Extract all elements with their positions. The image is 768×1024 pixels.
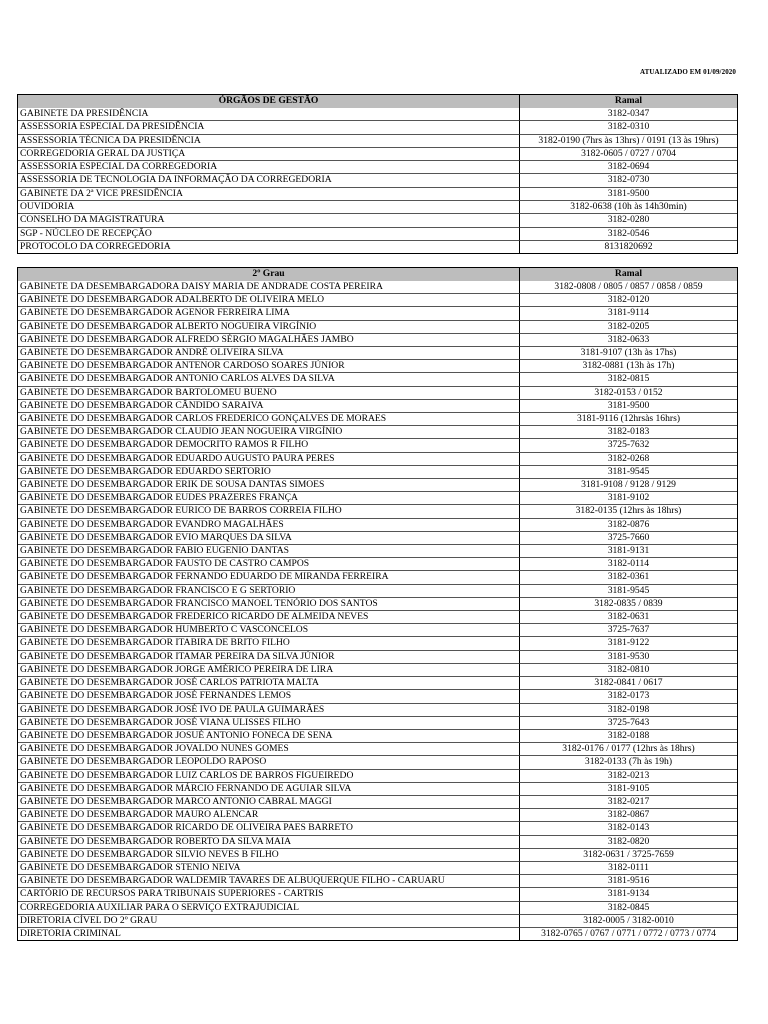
table-row <box>18 135 737 148</box>
office-name-cell: GABINETE DO DESEMBARGADOR JOVALDO NUNES GOMES <box>18 743 520 756</box>
extension-cell: 3182-0173 <box>520 690 737 703</box>
office-name-cell: DIRETORIA CRIMINAL <box>18 928 520 940</box>
table-row <box>18 664 737 677</box>
office-name-cell: GABINETE DO DESEMBARGADOR EDUARDO AUGUSTO PAURA PERES <box>18 453 520 466</box>
column-header-name: ÓRGÃOS DE GESTÃO <box>18 95 520 108</box>
extension-cell: 3182-0808 / 0805 / 0857 / 0858 / 0859 <box>520 281 737 294</box>
extension-cell: 3182-0605 / 0727 / 0704 <box>520 148 737 161</box>
second-degree-rows <box>18 281 737 940</box>
extension-cell: 3182-0188 <box>520 730 737 743</box>
office-name-cell: GABINETE DO DESEMBARGADOR FABIO EUGENIO DANTAS <box>18 545 520 558</box>
extension-cell: 3182-0280 <box>520 214 737 227</box>
updated-date-label: ATUALIZADO EM 01/09/2020 <box>640 68 736 76</box>
table-row <box>18 783 737 796</box>
office-name-cell: GABINETE DO DESEMBARGADOR JOSÉ FERNANDES LEMOS <box>18 690 520 703</box>
table-header-row <box>18 95 737 108</box>
office-name-cell: GABINETE DA DESEMBARGADORA DAISY MARIA DE ANDRADE COSTA PEREIRA <box>18 281 520 294</box>
extension-cell: 3182-0694 <box>520 161 737 174</box>
table-row <box>18 360 737 373</box>
table-row <box>18 453 737 466</box>
table-row <box>18 558 737 571</box>
column-header-extension: Ramal <box>520 268 737 281</box>
extension-cell: 3182-0268 <box>520 453 737 466</box>
extension-cell: 3182-0176 / 0177 (12hrs às 18hrs) <box>520 743 737 756</box>
table-row <box>18 585 737 598</box>
office-name-cell: DIRETORIA CÍVEL DO 2º GRAU <box>18 915 520 928</box>
table-row <box>18 888 737 901</box>
extension-cell: 3182-0213 <box>520 770 737 783</box>
table-row <box>18 228 737 241</box>
extension-cell: 3181-9131 <box>520 545 737 558</box>
table-row <box>18 571 737 584</box>
table-row <box>18 281 737 294</box>
office-name-cell: GABINETE DO DESEMBARGADOR MAURO ALENCAR <box>18 809 520 822</box>
column-header-extension: Ramal <box>520 95 737 108</box>
table-row <box>18 915 737 928</box>
office-name-cell: GABINETE DO DESEMBARGADOR SILVIO NEVES B FILHO <box>18 849 520 862</box>
table-row <box>18 121 737 134</box>
extension-cell: 3181-9500 <box>520 188 737 201</box>
extension-cell: 3182-0205 <box>520 321 737 334</box>
extension-cell: 8131820692 <box>604 240 653 252</box>
table-row <box>18 307 737 320</box>
table-row <box>18 161 737 174</box>
table-row <box>18 201 737 214</box>
extension-cell: 3725-7632 <box>520 439 737 452</box>
extension-cell: 3182-0133 (7h às 19h) <box>520 756 737 769</box>
extension-cell: 3182-0638 (10h às 14h30min) <box>520 201 737 214</box>
second-degree-table <box>17 267 738 941</box>
table-row <box>18 770 737 783</box>
office-name-cell: ASSESSORIA ESPECIAL DA PRESIDÊNCIA <box>18 121 520 134</box>
office-name-cell: GABINETE DO DESEMBARGADOR ITABIRA DE BRITO FILHO <box>18 637 520 650</box>
office-name-cell: GABINETE DO DESEMBARGADOR ANDRÉ OLIVEIRA SILVA <box>18 347 520 360</box>
extension-cell: 3181-9500 <box>520 400 737 413</box>
table-row <box>18 545 737 558</box>
office-name-cell: GABINETE DO DESEMBARGADOR RICARDO DE OLIVEIRA PAES BARRETO <box>18 822 520 835</box>
office-name-cell: GABINETE DO DESEMBARGADOR WALDEMIR TAVARES DE ALBUQUERQUE FILHO - CARUARU <box>18 875 520 888</box>
table-row <box>18 148 737 161</box>
extension-cell: 3181-9102 <box>520 492 737 505</box>
office-name-cell: GABINETE DO DESEMBARGADOR AGENOR FERREIRA LIMA <box>18 307 520 320</box>
table-row <box>18 836 737 849</box>
office-name-cell: GABINETE DO DESEMBARGADOR CARLOS FREDERICO GONÇALVES DE MORAES <box>18 413 520 426</box>
office-name-cell: GABINETE DO DESEMBARGADOR ITAMAR PEREIRA DA SILVA JÚNIOR <box>18 651 520 664</box>
extension-cell: 3181-9134 <box>520 888 737 901</box>
extension-cell: 3725-7637 <box>520 624 737 637</box>
table-row <box>18 637 737 650</box>
extension-cell: 3182-0633 <box>520 334 737 347</box>
extension-cell: 3182-0114 <box>520 558 737 571</box>
office-name-cell: GABINETE DA 2ª VICE PRESIDÊNCIA <box>18 188 520 201</box>
table-row <box>18 756 737 769</box>
table-row <box>18 321 737 334</box>
management-bodies-table <box>17 94 738 254</box>
office-name-cell: PROTOCOLO DA CORREGEDORIA <box>18 241 520 253</box>
office-name-cell: GABINETE DO DESEMBARGADOR CLAUDIO JEAN NOGUEIRA VIRGÍNIO <box>18 426 520 439</box>
table-row <box>18 519 737 532</box>
office-name-cell: GABINETE DO DESEMBARGADOR BARTOLOMEU BUENO <box>18 387 520 400</box>
table-row <box>18 479 737 492</box>
table-row <box>18 598 737 611</box>
table-row <box>18 387 737 400</box>
table-row <box>18 743 737 756</box>
office-name-cell: GABINETE DO DESEMBARGADOR ADALBERTO DE OLIVEIRA MELO <box>18 294 520 307</box>
office-name-cell: GABINETE DO DESEMBARGADOR EDUARDO SERTORIO <box>18 466 520 479</box>
office-name-cell: GABINETE DO DESEMBARGADOR ANTONIO CARLOS ALVES DA SILVA <box>18 373 520 386</box>
table-row <box>18 875 737 888</box>
office-name-cell: GABINETE DO DESEMBARGADOR FERNANDO EDUARDO DE MIRANDA FERREIRA <box>18 571 520 584</box>
extension-cell: 3182-0631 / 3725-7659 <box>520 849 737 862</box>
extension-cell: 3182-0153 / 0152 <box>520 387 737 400</box>
table-row <box>18 413 737 426</box>
extension-cell: 3182-0815 <box>520 373 737 386</box>
extension-cell: 3182-0190 (7hrs às 13hrs) / 0191 (13 às 19hrs) <box>520 135 737 148</box>
table-row <box>18 704 737 717</box>
extension-cell: 3181-9105 <box>520 783 737 796</box>
extension-cell: 3182-0867 <box>520 809 737 822</box>
table-row <box>18 492 737 505</box>
office-name-cell: CORREGEDORIA AUXILIAR PARA O SERVIÇO EXTRAJUDICIAL <box>18 902 520 915</box>
office-name-cell: CARTÓRIO DE RECURSOS PARA TRIBUNAIS SUPERIORES - CARTRIS <box>18 888 520 901</box>
office-name-cell: GABINETE DO DESEMBARGADOR EVANDRO MAGALHÃES <box>18 519 520 532</box>
table-row <box>18 717 737 730</box>
table-row <box>18 347 737 360</box>
office-name-cell: GABINETE DO DESEMBARGADOR ANTENOR CARDOSO SOARES JÚNIOR <box>18 360 520 373</box>
office-name-cell: GABINETE DO DESEMBARGADOR EVIO MARQUES DA SILVA <box>18 532 520 545</box>
extension-cell: 3182-0361 <box>520 571 737 584</box>
office-name-cell: GABINETE DO DESEMBARGADOR STENIO NEIVA <box>18 862 520 875</box>
office-name-cell: GABINETE DO DESEMBARGADOR CÂNDIDO SARAIVA <box>18 400 520 413</box>
office-name-cell: GABINETE DO DESEMBARGADOR FRANCISCO E G SERTORIO <box>18 585 520 598</box>
office-name-cell: GABINETE DO DESEMBARGADOR ALFREDO SÉRGIO MAGALHÃES JAMBO <box>18 334 520 347</box>
extension-cell: 3182-0820 <box>520 836 737 849</box>
office-name-cell: GABINETE DO DESEMBARGADOR LUIZ CARLOS DE BARROS FIGUEIREDO <box>18 770 520 783</box>
office-name-cell: GABINETE DO DESEMBARGADOR ALBERTO NOGUEIRA VIRGÍNIO <box>18 321 520 334</box>
office-name-cell: GABINETE DO DESEMBARGADOR JOSÉ CARLOS PATRIOTA MALTA <box>18 677 520 690</box>
table-row <box>18 651 737 664</box>
office-name-cell: CONSELHO DA MAGISTRATURA <box>18 214 520 227</box>
table-row <box>18 862 737 875</box>
office-name-cell: GABINETE DO DESEMBARGADOR LEOPOLDO RAPOSO <box>18 756 520 769</box>
office-name-cell: SGP - NÚCLEO DE RECEPÇÃO <box>18 228 520 241</box>
extension-cell: 3182-0810 <box>520 664 737 677</box>
extension-cell: 3181-9116 (12hrsàs 16hrs) <box>520 413 737 426</box>
extension-cell: 3182-0005 / 3182-0010 <box>520 915 737 928</box>
table-row <box>18 677 737 690</box>
office-name-cell: GABINETE DO DESEMBARGADOR JOSÉ IVO DE PAULA GUIMARÃES <box>18 704 520 717</box>
table-row <box>18 241 737 253</box>
extension-cell: 3182-0845 <box>520 902 737 915</box>
office-name-cell: GABINETE DO DESEMBARGADOR FREDERICO RICARDO DE ALMEIDA NEVES <box>18 611 520 624</box>
office-name-cell: CORREGEDORIA GERAL DA JUSTIÇA <box>18 148 520 161</box>
table-row <box>18 466 737 479</box>
extension-cell: 3182-0310 <box>520 121 737 134</box>
table-row <box>18 611 737 624</box>
table-row <box>18 174 737 187</box>
office-name-cell: ASSESSORIA TÉCNICA DA PRESIDÊNCIA <box>18 135 520 148</box>
extension-cell: 3181-9545 <box>520 585 737 598</box>
extension-cell: 3182-0347 <box>520 108 737 121</box>
extension-cell: 3182-0881 (13h às 17h) <box>520 360 737 373</box>
extension-cell: 3181-9516 <box>520 875 737 888</box>
extension-cell: 3182-0120 <box>520 294 737 307</box>
office-name-cell: GABINETE DO DESEMBARGADOR HUMBERTO C VASCONCELOS <box>18 624 520 637</box>
table-row <box>18 505 737 518</box>
table-row <box>18 439 737 452</box>
table-row <box>18 373 737 386</box>
table-row <box>18 849 737 862</box>
table-row <box>18 294 737 307</box>
table-row <box>18 796 737 809</box>
table-row <box>18 809 737 822</box>
office-name-cell: GABINETE DO DESEMBARGADOR EURICO DE BARROS CORREIA FILHO <box>18 505 520 518</box>
extension-cell: 3182-0835 / 0839 <box>520 598 737 611</box>
table-row <box>18 624 737 637</box>
table-row <box>18 902 737 915</box>
extension-cell: 3181-9545 <box>520 466 737 479</box>
table-row <box>18 108 737 121</box>
table-row <box>18 532 737 545</box>
office-name-cell: GABINETE DO DESEMBARGADOR EUDES PRAZERES FRANÇA <box>18 492 520 505</box>
office-name-cell: GABINETE DO DESEMBARGADOR FRANCISCO MANOEL TENÓRIO DOS SANTOS <box>18 598 520 611</box>
extension-cell: 3182-0841 / 0617 <box>520 677 737 690</box>
office-name-cell: GABINETE DO DESEMBARGADOR ROBERTO DA SILVA MAIA <box>18 836 520 849</box>
office-name-cell: GABINETE DO DESEMBARGADOR DEMOCRITO RAMOS R FILHO <box>18 439 520 452</box>
extension-cell: 3182-0135 (12hrs às 18hrs) <box>520 505 737 518</box>
table-row <box>18 334 737 347</box>
table-header-row <box>18 268 737 281</box>
office-name-cell: GABINETE DO DESEMBARGADOR ERIK DE SOUSA DANTAS SIMOES <box>18 479 520 492</box>
table-row <box>18 730 737 743</box>
extension-cell: 3725-7643 <box>520 717 737 730</box>
office-name-cell: GABINETE DO DESEMBARGADOR JOSÉ VIANA ULISSES FILHO <box>18 717 520 730</box>
column-header-name: 2º Grau <box>18 268 520 281</box>
table-row <box>18 214 737 227</box>
extension-cell: 3181-9114 <box>520 307 737 320</box>
extension-cell: 3182-0111 <box>520 862 737 875</box>
office-name-cell: GABINETE DO DESEMBARGADOR JORGE AMÉRICO PEREIRA DE LIRA <box>18 664 520 677</box>
extension-cell: 3182-0765 / 0767 / 0771 / 0772 / 0773 / 0774 <box>541 927 716 939</box>
extension-cell: 3181-9108 / 9128 / 9129 <box>520 479 737 492</box>
extension-cell: 3182-0198 <box>520 704 737 717</box>
office-name-cell: OUVIDORIA <box>18 201 520 214</box>
extension-cell: 3182-0143 <box>520 822 737 835</box>
extension-cell: 3182-0183 <box>520 426 737 439</box>
office-name-cell: GABINETE DO DESEMBARGADOR MÁRCIO FERNANDO DE AGUIAR SILVA <box>18 783 520 796</box>
extension-cell: 3725-7660 <box>520 532 737 545</box>
table-row <box>18 822 737 835</box>
table-row <box>18 400 737 413</box>
extension-cell: 3182-0546 <box>520 228 737 241</box>
extension-cell: 3182-0730 <box>520 174 737 187</box>
extension-cell: 3181-9107 (13h às 17hs) <box>520 347 737 360</box>
office-name-cell: GABINETE DO DESEMBARGADOR FAUSTO DE CASTRO CAMPOS <box>18 558 520 571</box>
office-name-cell: GABINETE DA PRESIDÊNCIA <box>18 108 520 121</box>
office-name-cell: GABINETE DO DESEMBARGADOR MARCO ANTONIO CABRAL MAGGI <box>18 796 520 809</box>
extension-cell: 3182-0631 <box>520 611 737 624</box>
office-name-cell: ASSESSORIA ESPECIAL DA CORREGEDORIA <box>18 161 520 174</box>
table-row <box>18 690 737 703</box>
extension-cell: 3182-0217 <box>520 796 737 809</box>
table-row <box>18 426 737 439</box>
table-row <box>18 188 737 201</box>
extension-cell: 3182-0876 <box>520 519 737 532</box>
extension-cell: 3181-9530 <box>520 651 737 664</box>
extension-cell: 3181-9122 <box>520 637 737 650</box>
office-name-cell: ASSESSORIA DE TECNOLOGIA DA INFORMAÇÃO DA CORREGEDORIA <box>18 174 520 187</box>
office-name-cell: GABINETE DO DESEMBARGADOR JOSUÉ ANTONIO FONECA DE SENA <box>18 730 520 743</box>
management-bodies-rows <box>18 108 737 253</box>
table-row <box>18 928 737 940</box>
